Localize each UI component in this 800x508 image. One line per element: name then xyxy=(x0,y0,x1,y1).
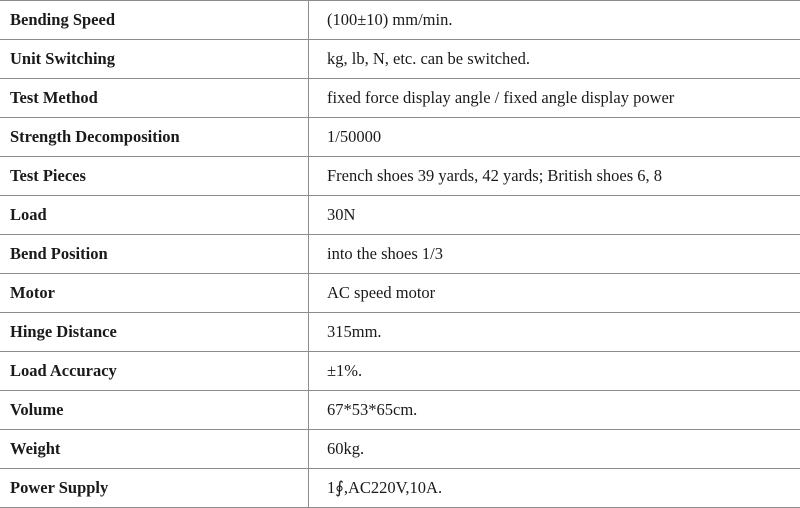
spec-label: Load xyxy=(0,196,309,235)
spec-value: (100±10) mm/min. xyxy=(309,1,800,40)
table-row xyxy=(0,196,800,235)
table-row xyxy=(0,313,800,352)
spec-value: AC speed motor xyxy=(309,274,800,313)
table-row xyxy=(0,274,800,313)
spec-label: Strength Decomposition xyxy=(0,118,309,157)
spec-label: Power Supply xyxy=(0,469,309,508)
spec-value: into the shoes 1/3 xyxy=(309,235,800,274)
table-row xyxy=(0,235,800,274)
table-row xyxy=(0,157,800,196)
spec-label: Bending Speed xyxy=(0,1,309,40)
spec-label: Hinge Distance xyxy=(0,313,309,352)
spec-label: Load Accuracy xyxy=(0,352,309,391)
spec-label: Test Pieces xyxy=(0,157,309,196)
spec-label: Volume xyxy=(0,391,309,430)
spec-value: 30N xyxy=(309,196,800,235)
spec-label: Test Method xyxy=(0,79,309,118)
table-row xyxy=(0,40,800,79)
spec-value: fixed force display angle / fixed angle display power xyxy=(309,79,800,118)
table-row xyxy=(0,79,800,118)
table-row xyxy=(0,391,800,430)
spec-value: 67*53*65cm. xyxy=(309,391,800,430)
spec-value: 1/50000 xyxy=(309,118,800,157)
spec-label: Motor xyxy=(0,274,309,313)
table-row xyxy=(0,352,800,391)
spec-label: Unit Switching xyxy=(0,40,309,79)
spec-value: French shoes 39 yards, 42 yards; British shoes 6, 8 xyxy=(309,157,800,196)
table-row xyxy=(0,118,800,157)
spec-label: Bend Position xyxy=(0,235,309,274)
spec-value: 1∮,AC220V,10A. xyxy=(309,469,800,508)
table-row xyxy=(0,1,800,40)
spec-value: kg, lb, N, etc. can be switched. xyxy=(309,40,800,79)
spec-value: 60kg. xyxy=(309,430,800,469)
specification-table-body xyxy=(0,1,800,508)
spec-label: Weight xyxy=(0,430,309,469)
spec-value: 315mm. xyxy=(309,313,800,352)
spec-value: ±1%. xyxy=(309,352,800,391)
table-row xyxy=(0,430,800,469)
table-row xyxy=(0,469,800,508)
